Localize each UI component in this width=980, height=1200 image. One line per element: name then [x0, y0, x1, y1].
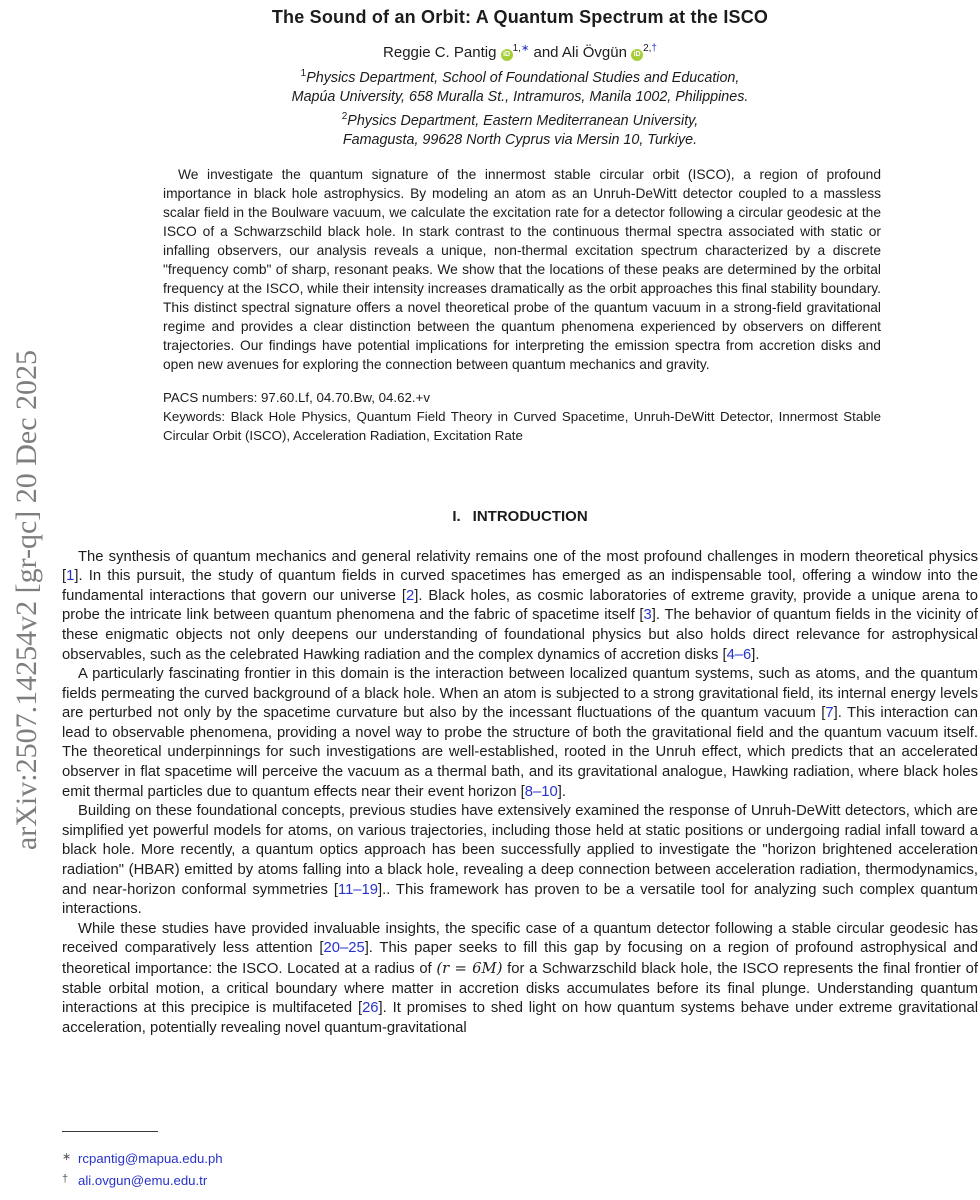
author-affiliation-ref: 2,† [643, 43, 657, 54]
footnote-marker: ∗ [62, 1151, 72, 1163]
author-footnote-ref[interactable]: ∗ [520, 43, 530, 54]
paragraph: A particularly fascinating frontier in this domain is the interaction between localized quantum systems, such as atoms, and the quantum fields permeating the curved background of a black hole. When an atom is subjected to a strong gravitational field, its internal energy levels are perturbed not only by the spacetime curvature but also by the incessant fluctuations of the quantum vacuum [7]. This interaction can lead to observable phenomena, providing a novel way to probe the structure of both the gravitational field and the quantum vacuum itself. The theoretical underpinnings for such investigations are well-established, rooted in the Unruh effect, which predicts that an accelerated observer in flat spacetime will perceive the vacuum as a thermal bath, and its gravitational analogue, Hawking radiation, where black holes emit thermal particles due to quantum effects near their event horizon [8–10]. [62, 666, 978, 800]
affiliation-number: 1 [300, 68, 307, 79]
paper-title: The Sound of an Orbit: A Quantum Spectrum at the ISCO [271, 7, 769, 27]
orcid-icon[interactable]: iD [631, 49, 643, 61]
orcid-icon[interactable]: iD [501, 49, 513, 61]
footnotes [62, 1147, 978, 1191]
meta-block [163, 388, 881, 445]
paragraph: The synthesis of quantum mechanics and general relativity remains one of the most profound challenges in modern theoretical physics [1]. In this pursuit, the study of quantum fields in curved spacetimes has emerged as an indispensable tool, offering a window into the fundamental interactions that govern our universe [2]. Black holes, as cosmic laboratories of extreme gravity, provide a unique arena to probe the intricate link between quantum phenomena and the fabric of spacetime itself [3]. The behavior of quantum fields in the vicinity of these enigmatic objects not only deepens our understanding of foundational physics but also holds direct relevance for astrophysical observables, such as the celebrated Hawking radiation and the complex dynamics of accretion disks [4–6]. [62, 548, 978, 663]
citation-link[interactable]: 8–10 [524, 783, 558, 800]
citation-link[interactable]: 1 [66, 568, 75, 585]
affiliation-line: Mapúa University, 658 Muralla St., Intramuros, Manila 1002, Philippines. [291, 88, 749, 105]
footnote-marker: † [62, 1173, 69, 1185]
citation-link[interactable]: 2 [406, 587, 415, 604]
paragraph: While these studies have provided invaluable insights, the specific case of a quantum detector following a stable circular geodesic has received comparatively less attention [20–25]. This paper seeks to fill this gap by focusing on a region of profound astrophysical and theoretical importance: the ISCO. Located at a radius of (r = 6M) for a Schwarzschild black hole, the ISCO represents the final frontier of stable orbital motion, a critical boundary where matter in accretion disks accumulates before its final plunge. Understanding quantum interactions at this precipice is multifaceted [26]. It promises to shed light on how quantum systems behave under extreme gravitational acceleration, potentially revealing novel quantum-gravitational [62, 920, 978, 1036]
citation-link[interactable]: 20–25 [323, 940, 365, 957]
affiliation-line: $^2$Physics Department, Eastern Mediterranean University, [341, 110, 699, 129]
affiliations [62, 64, 978, 150]
author-footnote-ref[interactable]: † [651, 43, 657, 54]
section-heading [62, 508, 978, 525]
inline-math: (r = 6M) [436, 960, 503, 977]
section-label: INTRODUCTION [472, 507, 588, 525]
author-affiliation-ref: 1,∗ [512, 43, 530, 54]
footnote-line [62, 1147, 978, 1169]
author-name: Reggie C. Pantig [383, 44, 501, 61]
abstract-text: We investigate the quantum signature of the innermost stable circular orbit (ISCO), a region of profound importance in black hole astrophysics. By modeling an atom as an Unruh-DeWitt detector coupled to a massless scalar field in the Boulware vacuum, we calculate the excitation rate for a detector following a circular geodesic at the ISCO of a Schwarzschild black hole. In stark contrast to the continuous thermal spectra associated with static or infalling observers, our analysis reveals a unique, non-thermal excitation spectrum characterized by a discrete "frequency comb" of sharp, resonant peaks. We show that the locations of these peaks are determined by the orbital frequency at the ISCO, while their intensity increases dramatically as the orbit approaches this final stability boundary. This distinct spectral signature offers a novel theoretical probe of the quantum vacuum in a strong-field gravitational regime and provides a clear distinction between the quantum phenomena experienced by observers on different trajectories. Our findings have potential implications for interpreting the emission spectra from accretion disks and open new avenues for exploring the connection between quantum mechanics and gravity. [163, 166, 881, 372]
keywords-line: Keywords: Black Hole Physics, Quantum Field Theory in Curved Spacetime, Unruh-DeWitt Detector, Innermost Stable Circular Orbit (ISCO), Acceleration Radiation, Excitation Rate [163, 408, 881, 443]
citation-link[interactable]: 4–6 [726, 646, 752, 663]
footnote-area [62, 1131, 978, 1191]
affiliation-line: Famagusta, 99628 North Cyprus via Mersin 10, Turkiye. [342, 131, 698, 148]
author-name: Ali Övgün [561, 44, 632, 61]
pacs-line: PACS numbers: 97.60.Lf, 04.70.Bw, 04.62.+v [163, 389, 430, 405]
affiliation-number: 2 [341, 110, 348, 122]
paragraph: Building on these foundational concepts, previous studies have extensively examined the response of Unruh-DeWitt detectors, which are simplified yet powerful models for atoms, on various trajectories, including those held at static positions or undergoing radial infall toward a black hole. More recently, a quantum optics approach has been successfully applied to investigate the "horizon brightened acceleration radiation" (HBAR) emitted by atoms falling into a black hole, revealing a deep connection between acceleration radiation, thermodynamics, and near-horizon conformal symmetries [11–19].. This framework has proven to be a versatile tool for analyzing such complex quantum interactions. [62, 803, 978, 918]
citation-link[interactable]: 7 [825, 705, 834, 722]
footnote-email-link[interactable]: rcpantig@mapua.edu.ph [78, 1151, 223, 1166]
citation-link[interactable]: 26 [362, 1000, 379, 1017]
author-line: Reggie C. Pantig $iD^{1,∗}$ and Ali Övgün $iD^{2,\dagger}$ [383, 43, 657, 61]
footnote-email-link[interactable]: ali.ovgun@emu.edu.tr [78, 1173, 208, 1188]
paper-content [62, 0, 978, 1038]
affiliation-line: $^1$Physics Department, School of Foundational Studies and Education, [300, 68, 740, 86]
citation-link[interactable]: 3 [643, 607, 652, 624]
citation-link[interactable]: 11–19 [337, 881, 378, 898]
section-number: I. [452, 507, 461, 525]
arxiv-stamp: arXiv:2507.14254v2 [gr-qc] 20 Dec 2025 [10, 349, 43, 851]
footnote-rule [62, 1131, 158, 1132]
footnote-line [62, 1169, 978, 1191]
introduction-body [62, 548, 978, 1039]
